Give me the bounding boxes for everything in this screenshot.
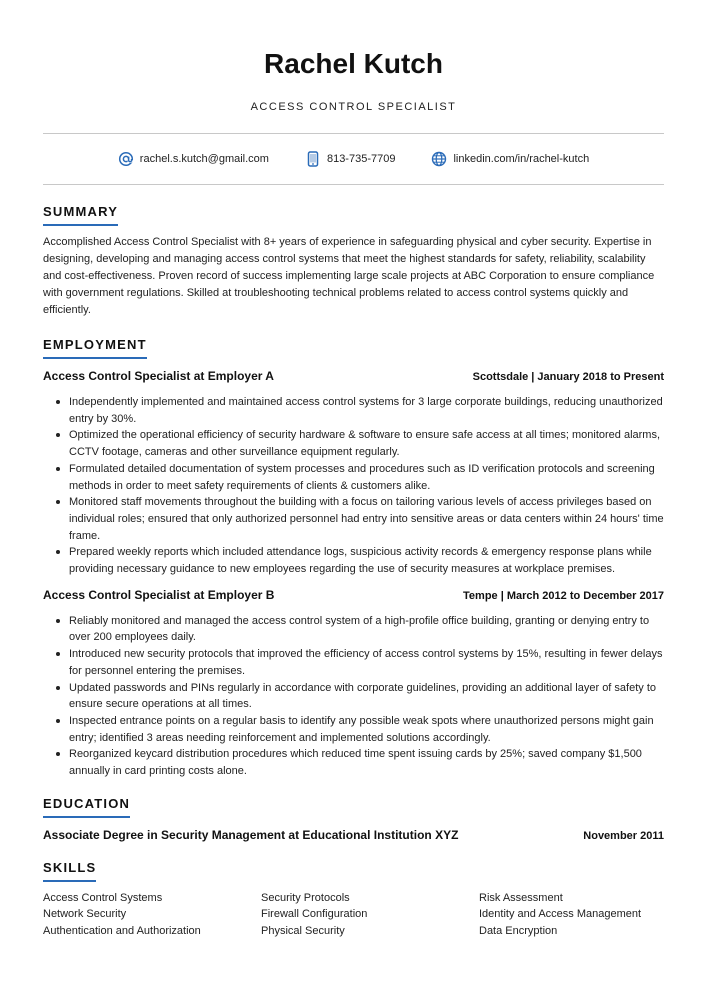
employment-heading: EMPLOYMENT [43, 337, 147, 359]
job-location-dates: Scottsdale | January 2018 to Present [472, 371, 664, 383]
phone-icon [305, 151, 321, 167]
list-item: Optimized the operational efficiency of security hardware & software to ensure safe access at all times; monitored alarms, CCTV footage, cameras and other surveillance equipment regularly. [69, 427, 664, 460]
list-item: Reliably monitored and managed the access control system of a high-profile office building, granting or denying entry to over 200 employees daily. [69, 613, 664, 646]
skill-item: Physical Security [261, 924, 345, 937]
job-title-text: Access Control Specialist at Employer B [43, 587, 275, 602]
list-item: Updated passwords and PINs regularly in accordance with corporate guidelines, providing an additional layer of safety to ensure secure operations at all times. [69, 680, 664, 713]
list-item: Reorganized keycard distribution procedures which reduced time spent issuing cards by 25%; saved company $1,500 annually in card printing costs alone. [69, 746, 664, 779]
list-item: Inspected entrance points on a regular basis to identify any possible weak spots where unauthorized persons might gain entry; identified 3 areas needing reinforcement and implemented solutions accordingly. [69, 713, 664, 746]
globe-icon [431, 151, 447, 167]
job-bullets [43, 394, 664, 578]
skills-grid [43, 890, 664, 940]
phone-text: 813-735-7709 [326, 153, 396, 165]
email-text: rachel.s.kutch@gmail.com [139, 153, 269, 165]
contact-divider [43, 184, 664, 185]
contact-phone[interactable] [305, 151, 396, 167]
skill-item: Authentication and Authorization [43, 924, 201, 937]
linkedin-text: linkedin.com/in/rachel-kutch [453, 153, 590, 165]
list-item: Introduced new security protocols that improved the efficiency of access control systems by 15%, resulting in fewer delays for personnel entering the premises. [69, 646, 664, 679]
education-date: November 2011 [583, 829, 664, 842]
education-heading: EDUCATION [43, 796, 130, 818]
skill-item: Identity and Access Management [479, 908, 642, 921]
list-item: Formulated detailed documentation of system processes and procedures such as ID verification protocols and screening methods in order to meet safety requirements of clients & customers alike. [69, 461, 664, 494]
job-location-dates: Tempe | March 2012 to December 2017 [463, 589, 664, 602]
skill-item: Risk Assessment [479, 891, 563, 904]
resume-page [43, 0, 664, 939]
summary-heading: SUMMARY [43, 204, 118, 226]
job-bullets [43, 613, 664, 780]
contact-linkedin[interactable] [431, 151, 589, 167]
skill-item: Network Security [43, 908, 127, 921]
candidate-name: Rachel Kutch [264, 48, 443, 79]
skills-heading: SKILLS [43, 860, 96, 882]
skill-item: Security Protocols [261, 891, 350, 904]
skill-item: Firewall Configuration [261, 908, 368, 921]
list-item: Prepared weekly reports which included attendance logs, suspicious activity records & emergency response plans while providing necessary guidance to new employees regarding the use of security measures at workplace premises. [69, 544, 664, 577]
job-title-text: Access Control Specialist at Employer A [43, 369, 274, 383]
job-header [43, 587, 664, 604]
list-item: Monitored staff movements throughout the building with a focus on tailoring various levels of access privileges based on individual roles; ensured that only authorized personnel had entry into sensitive areas or data centers within 24 hours' time frame. [69, 494, 664, 544]
skill-item: Access Control Systems [43, 891, 163, 904]
job-header [43, 368, 664, 385]
degree-text: Associate Degree in Security Management at Educational Institution XYZ [43, 827, 459, 842]
contact-bar [43, 134, 664, 184]
education-entry [43, 827, 664, 844]
job-title: ACCESS CONTROL SPECIALIST [250, 101, 457, 113]
at-icon [118, 151, 134, 167]
skill-item: Data Encryption [479, 924, 558, 937]
contact-email[interactable] [118, 151, 269, 167]
summary-text: Accomplished Access Control Specialist with 8+ years of experience in safeguarding physical and cyber security. Expertise in designing, developing and managing access control systems that meet the highest standards for safety, reliability, scalability and cost-effectiveness. Proven record of success implementing large scale projects at ABC Corporation to ensure compliance with government regulations. Skilled at troubleshooting technical problems related to access control systems quickly and efficiently. [43, 236, 655, 316]
list-item: Independently implemented and maintained access control systems for 3 large corporate buildings, reducing unauthorized entry by 30%. [69, 394, 664, 427]
